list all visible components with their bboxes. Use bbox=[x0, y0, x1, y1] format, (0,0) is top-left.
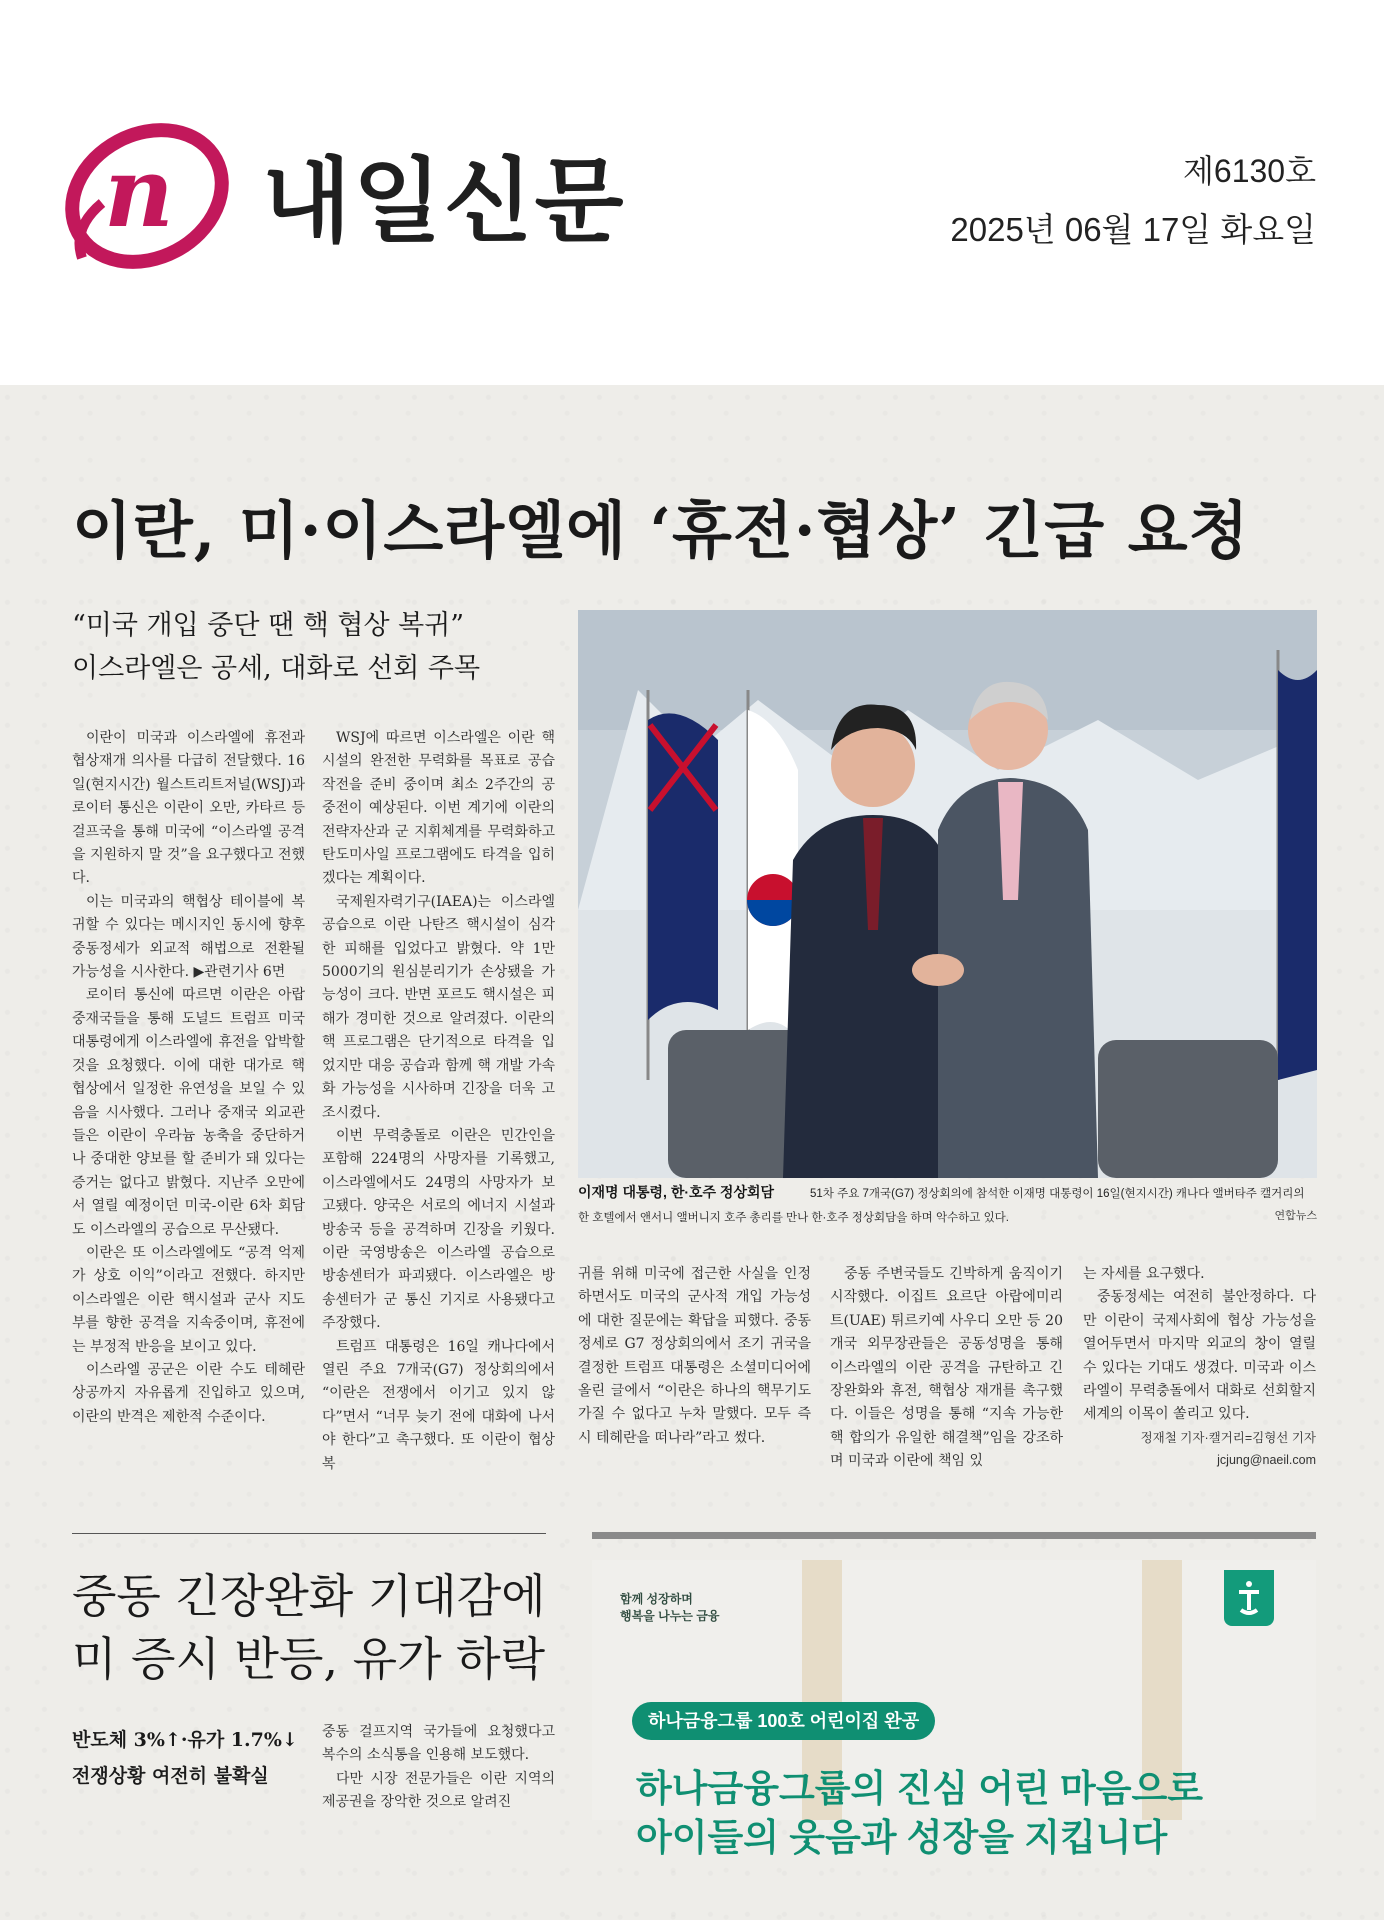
second-subheadline-2: 전쟁상황 여전히 불확실 bbox=[72, 1765, 269, 1787]
section-divider bbox=[72, 1533, 546, 1534]
ad-slogan: 함께 성장하며 bbox=[620, 1592, 693, 1606]
issue-number: 제6130호 bbox=[1182, 153, 1316, 189]
article-column-5 bbox=[1083, 1263, 1316, 1471]
summit-handshake-image bbox=[578, 610, 1317, 1178]
article-column-3 bbox=[578, 1263, 811, 1450]
paragraph: 다만 시장 전문가들은 이란 지역의 제공권을 장악한 것으로 알려진 bbox=[322, 1770, 555, 1811]
byline: 정재철 기자·캘거리=김형선 기자 bbox=[1140, 1430, 1316, 1445]
paragraph: 중동 주변국들도 긴박하게 움직이기 시작했다. 이집트 요르단 아랍에미리트(UAE) 튀르키예 사우디 오만 등 20개국 외무장관들은 공동성명을 통해 이스라엘의 이란 공격을 규탄하고 긴장완화와 휴전, 핵협상 재개를 촉구했다. 이들은 성명을 통해 “지속 가능한 핵 합의가 유일한 해결책”임을 강조하며 미국과 이란에 책임 있 bbox=[830, 1266, 1063, 1470]
ad-headline-2: 아이들의 웃음과 성장을 지킵니다 bbox=[636, 1817, 1168, 1858]
issue-date: 2025년 06월 17일 화요일 bbox=[950, 211, 1316, 248]
second-subheadline-1: 반도체 3%↑·유가 1.7%↓ bbox=[72, 1729, 298, 1751]
article-column-4 bbox=[830, 1263, 1063, 1474]
ad-headline: 하나금융그룹의 진심 어린 마음으로 bbox=[636, 1768, 1203, 1809]
paragraph: 이스라엘 공군은 이란 수도 테헤란 상공까지 자유롭게 진입하고 있으며, 이란의 반격은 제한적 수준이다. bbox=[72, 1361, 305, 1425]
paragraph: 로이터 통신에 따르면 이란은 아랍 중재국들을 통해 도널드 트럼프 미국 대통령에게 이스라엘에 휴전을 압박할 것을 요청했다. 이에 대한 대가로 핵 협상에서 일정한 유연성을 보일 수 있음을 시사했다. 그러나 중재국 외교관들은 이란이 우라늄 농축을 중단하거나 중대한 양보를 할 준비가 돼 있다는 증거는 없다고 밝혔다. 지난주 오만에서 열릴 예정이던 미국-이란 6차 회담도 이스라엘의 공습으로 무산됐다. bbox=[72, 987, 305, 1238]
second-headline-line-2: 미 증시 반등, 유가 하락 bbox=[72, 1632, 546, 1686]
ad-slogan: 행복을 나누는 금융 bbox=[620, 1609, 720, 1623]
naeil-logo-icon bbox=[62, 108, 232, 278]
photo-credit: 연합뉴스 bbox=[1274, 1210, 1317, 1222]
paragraph: WSJ에 따르면 이스라엘은 이란 핵시설의 완전한 무력화를 목표로 공습 작전을 준비 중이며 최소 2주간의 공중전이 예상된다. 이번 계기에 이란의 전략자산과 군 지휘체계를 무력화하고 탄도미사일 프로그램에도 타격을 입히겠다는 계획이다. bbox=[322, 730, 555, 887]
paragraph: 귀를 위해 미국에 접근한 사실을 인정하면서도 미국의 군사적 개입 가능성에 대한 질문에는 확답을 피했다. 중동정세로 G7 정상회의에서 조기 귀국을 결정한 트럼프 대통령은 소셜미디어에 올린 글에서 “이란은 하나의 핵무기도 가질 수 없다고 누차 말했다. 모두 즉시 테헤란을 떠나라”라고 썼다. bbox=[578, 1266, 811, 1446]
logo-letter: n bbox=[104, 136, 174, 249]
lead-subheadline-2: 이스라엘은 공세, 대화로 선회 주목 bbox=[72, 653, 481, 684]
paragraph: 이번 무력충돌로 이란은 민간인을 포함해 224명의 사망자를 기록했고, 이스라엘에서도 24명의 사망자가 보고됐다. 양국은 서로의 에너지 시설과 방송국 등을 공격하며 긴장을 키웠다. 이란 국영방송은 이스라엘 공습으로 방송센터가 파괴됐다. 이스라엘은 방송센터가 군 통신 기지로 사용됐다고 주장했다. bbox=[322, 1127, 555, 1332]
paragraph: 트럼프 대통령은 16일 캐나다에서 열린 주요 7개국(G7) 정상회의에서 “이란은 전쟁에서 이기고 있지 않다”면서 “너무 늦기 전에 대화에 나서야 한다”고 촉구했다. 또 이란이 협상 복 bbox=[322, 1338, 555, 1472]
article-column-1 bbox=[72, 727, 305, 1429]
lead-subheadline-1: “미국 개입 중단 땐 핵 협상 복귀” bbox=[72, 610, 465, 641]
photo-caption-title: 이재명 대통령, 한·호주 정상회담 bbox=[578, 1184, 775, 1200]
brand-name[interactable]: 내일신문 bbox=[262, 148, 626, 255]
paragraph: 이란은 또 이스라엘에도 “공격 억제가 상호 이익”이라고 전했다. 하지만 이스라엘은 이란 핵시설과 군사 지도부를 향한 공격을 지속중이며, 휴전에는 부정적 반응을 보이고 있다. bbox=[72, 1244, 305, 1355]
second-article-column bbox=[322, 1721, 555, 1815]
news-photo[interactable] bbox=[578, 610, 1317, 1178]
ad-badge: 하나금융그룹 100호 어린이집 완공 bbox=[632, 1702, 935, 1740]
second-headline-line-1: 중동 긴장완화 기대감에 bbox=[72, 1569, 546, 1623]
paragraph: 중동 걸프지역 국가들에 요청했다고 복수의 소식통을 인용해 보도했다. bbox=[322, 1724, 555, 1764]
newspaper-page bbox=[0, 385, 1384, 1920]
article-column-2 bbox=[322, 727, 555, 1476]
paragraph: 국제원자력기구(IAEA)는 이스라엘 공습으로 이란 나탄즈 핵시설이 심각한 피해를 입었다고 밝혔다. 약 1만5000기의 원심분리기가 손상됐을 가능성이 크다. 반면 포르도 핵시설은 피해가 경미한 것으로 알려졌다. 이란의 핵 프로그램은 단기적으로 타격을 입었지만 대응 공습과 함께 핵 개발 가속화 가능성을 시사하며 긴장을 더욱 고조시켰다. bbox=[322, 893, 555, 1121]
masthead bbox=[0, 0, 1384, 385]
photo-caption: 51차 주요 7개국(G7) 정상회의에 참석한 이재명 대통령이 16일(현지시간) 캐나다 앨버타주 캘거리의 한 호텔에서 앤서니 앨버니지 호주 총리를 만나 한·호주 정상회담을 하며 악수하고 있다. bbox=[578, 1188, 1305, 1224]
hana-logo-icon bbox=[1224, 1570, 1274, 1626]
byline-email[interactable]: jcjung@naeil.com bbox=[1217, 1452, 1316, 1467]
lead-headline: 이란, 미·이스라엘에 ‘휴전·협상’ 긴급 요청 bbox=[72, 494, 1250, 567]
paragraph: 중동정세는 여전히 불안정하다. 다만 이란이 국제사회에 협상 가능성을 열어두면서 마지막 외교의 창이 열릴 수 있다는 기대도 생겼다. 미국과 이스라엘이 무력충돌에서 대화로 선회할지 세계의 이목이 쏠리고 있다. bbox=[1083, 1289, 1316, 1423]
ad-divider bbox=[592, 1532, 1316, 1539]
hana-advertisement[interactable] bbox=[592, 1560, 1316, 1858]
paragraph: 이란이 미국과 이스라엘에 휴전과 협상재개 의사를 다급히 전달했다. 16일(현지시간) 월스트리트저널(WSJ)과 로이터 통신은 이란이 오만, 카타르 등 걸프국을 통해 미국에 “이스라엘 공격을 지원하지 말 것”을 요구했다고 전했다. bbox=[72, 730, 305, 887]
paragraph: 는 자세를 요구했다. bbox=[1083, 1266, 1205, 1282]
paragraph: 이는 미국과의 핵협상 테이블에 복귀할 수 있다는 메시지인 동시에 향후 중동정세가 외교적 해법으로 전환될 가능성을 시사한다. ▶관련기사 6면 bbox=[72, 893, 305, 981]
